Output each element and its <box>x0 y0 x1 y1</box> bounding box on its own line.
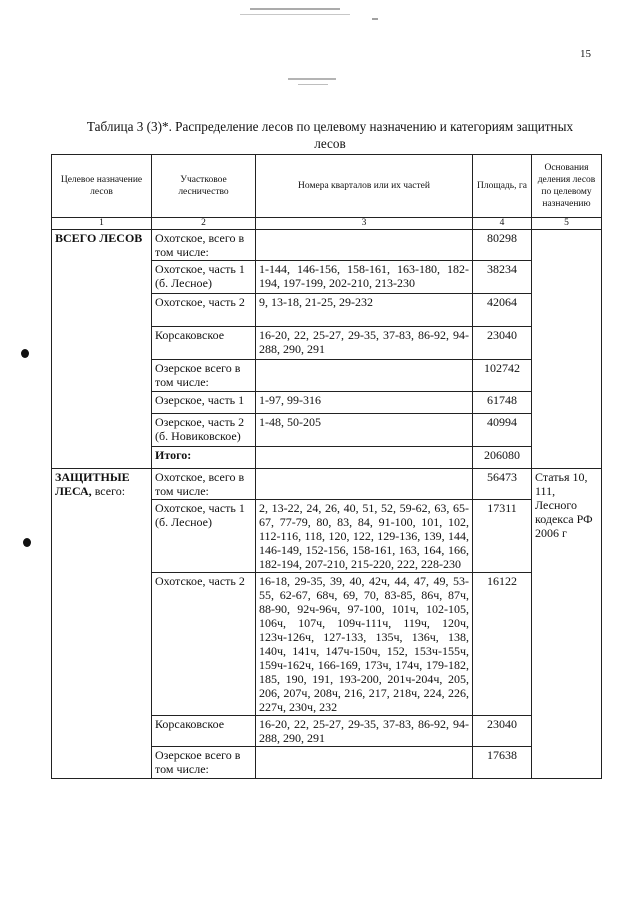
scan-speck <box>240 14 350 15</box>
district-cell: Корсаковское <box>152 716 256 747</box>
area-cell: 38234 <box>473 261 532 294</box>
column-number: 3 <box>256 218 473 230</box>
forest-distribution-table <box>51 154 602 779</box>
column-header: Целевое назначение лесов <box>52 155 152 218</box>
basis-cell: Статья 10, 111, Лесного кодекса РФ 2006 г <box>532 469 602 779</box>
category-label: ЗАЩИТНЫЕ ЛЕСА, <box>55 470 130 498</box>
quarters-cell <box>256 360 473 392</box>
area-cell: 206080 <box>473 447 532 469</box>
category-label: ВСЕГО ЛЕСОВ <box>55 231 143 245</box>
column-number: 5 <box>532 218 602 230</box>
district-cell: Итого: <box>152 447 256 469</box>
district-cell: Охотское, часть 1 (б. Лесное) <box>152 261 256 294</box>
quarters-cell: 16-20, 22, 25-27, 29-35, 37-83, 86-92, 94-288, 290, 291 <box>256 327 473 360</box>
quarters-cell <box>256 230 473 261</box>
area-cell: 40994 <box>473 414 532 447</box>
district-cell: Охотское, часть 1 (б. Лесное) <box>152 500 256 573</box>
scan-speck <box>288 78 336 80</box>
basis-cell <box>532 230 602 469</box>
area-cell: 56473 <box>473 469 532 500</box>
quarters-cell: 16-20, 22, 25-27, 29-35, 37-83, 86-92, 94-288, 290, 291 <box>256 716 473 747</box>
district-cell: Охотское, всего в том числе: <box>152 469 256 500</box>
column-header: Основания деления лесов по целевому назначению <box>532 155 602 218</box>
district-cell: Озерское всего в том числе: <box>152 360 256 392</box>
quarters-cell: 1-48, 50-205 <box>256 414 473 447</box>
quarters-cell: 16-18, 29-35, 39, 40, 42ч, 44, 47, 49, 53-55, 62-67, 68ч, 69, 70, 83-85, 86ч, 87ч, 88-90, 92ч-96ч, 97-100, 101ч, 102-105, 106ч, 107ч, 109ч-111ч, 119ч, 120ч, 123ч-126ч, 127-133, 135ч, 136ч, 138, 140ч, 141ч, 147ч-150ч, 152, 153ч-155ч, 159ч-162ч, 166-169, 173ч, 174ч, 179-182, 185, 190, 191, 193-200, 201ч-204ч, 205, 206, 207ч, 208ч, 216, 217, 218ч, 224, 226, 227ч, 230ч, 232 <box>256 573 473 716</box>
district-cell: Озерское всего в том числе: <box>152 747 256 779</box>
quarters-cell: 1-144, 146-156, 158-161, 163-180, 182-194, 197-199, 202-210, 213-230 <box>256 261 473 294</box>
category-cell <box>52 230 152 469</box>
area-cell: 61748 <box>473 392 532 414</box>
punch-hole-mark <box>21 349 29 358</box>
district-cell: Охотское, часть 2 <box>152 294 256 327</box>
area-cell: 23040 <box>473 327 532 360</box>
column-number: 1 <box>52 218 152 230</box>
column-number: 4 <box>473 218 532 230</box>
table-row <box>52 230 602 261</box>
category-cell <box>52 469 152 779</box>
quarters-cell <box>256 469 473 500</box>
area-cell: 80298 <box>473 230 532 261</box>
page-number: 15 <box>580 48 591 60</box>
quarters-cell: 2, 13-22, 24, 26, 40, 51, 52, 59-62, 63, 65-67, 77-79, 80, 83, 84, 91-100, 101, 102, 112-116, 118, 120, 122, 129-136, 139, 144, 146-149, 152-156, 158-161, 163, 164, 166, 182-194, 207-210, 215-220, 222, 228-230 <box>256 500 473 573</box>
scan-speck <box>372 18 378 20</box>
scan-speck <box>250 8 340 10</box>
column-number-row <box>52 218 602 230</box>
area-cell: 42064 <box>473 294 532 327</box>
table-row <box>52 469 602 500</box>
district-cell: Охотское, всего в том числе: <box>152 230 256 261</box>
header-row <box>52 155 602 218</box>
district-cell: Корсаковское <box>152 327 256 360</box>
column-header: Номера кварталов или их частей <box>256 155 473 218</box>
area-cell: 16122 <box>473 573 532 716</box>
scan-speck <box>298 84 328 85</box>
column-header: Участковое лесничество <box>152 155 256 218</box>
area-cell: 23040 <box>473 716 532 747</box>
quarters-cell: 9, 13-18, 21-25, 29-232 <box>256 294 473 327</box>
district-cell: Озерское, часть 2 (б. Новиковское) <box>152 414 256 447</box>
table-title: Таблица 3 (3)*. Распределение лесов по целевому назначению и категориям защитных лесов <box>86 119 574 151</box>
area-cell: 17638 <box>473 747 532 779</box>
punch-hole-mark <box>23 538 31 547</box>
quarters-cell: 1-97, 99-316 <box>256 392 473 414</box>
area-cell: 17311 <box>473 500 532 573</box>
column-number: 2 <box>152 218 256 230</box>
district-cell: Охотское, часть 2 <box>152 573 256 716</box>
quarters-cell <box>256 447 473 469</box>
quarters-cell <box>256 747 473 779</box>
column-header: Площадь, га <box>473 155 532 218</box>
district-cell: Озерское, часть 1 <box>152 392 256 414</box>
area-cell: 102742 <box>473 360 532 392</box>
category-label-suffix: всего: <box>91 484 126 498</box>
